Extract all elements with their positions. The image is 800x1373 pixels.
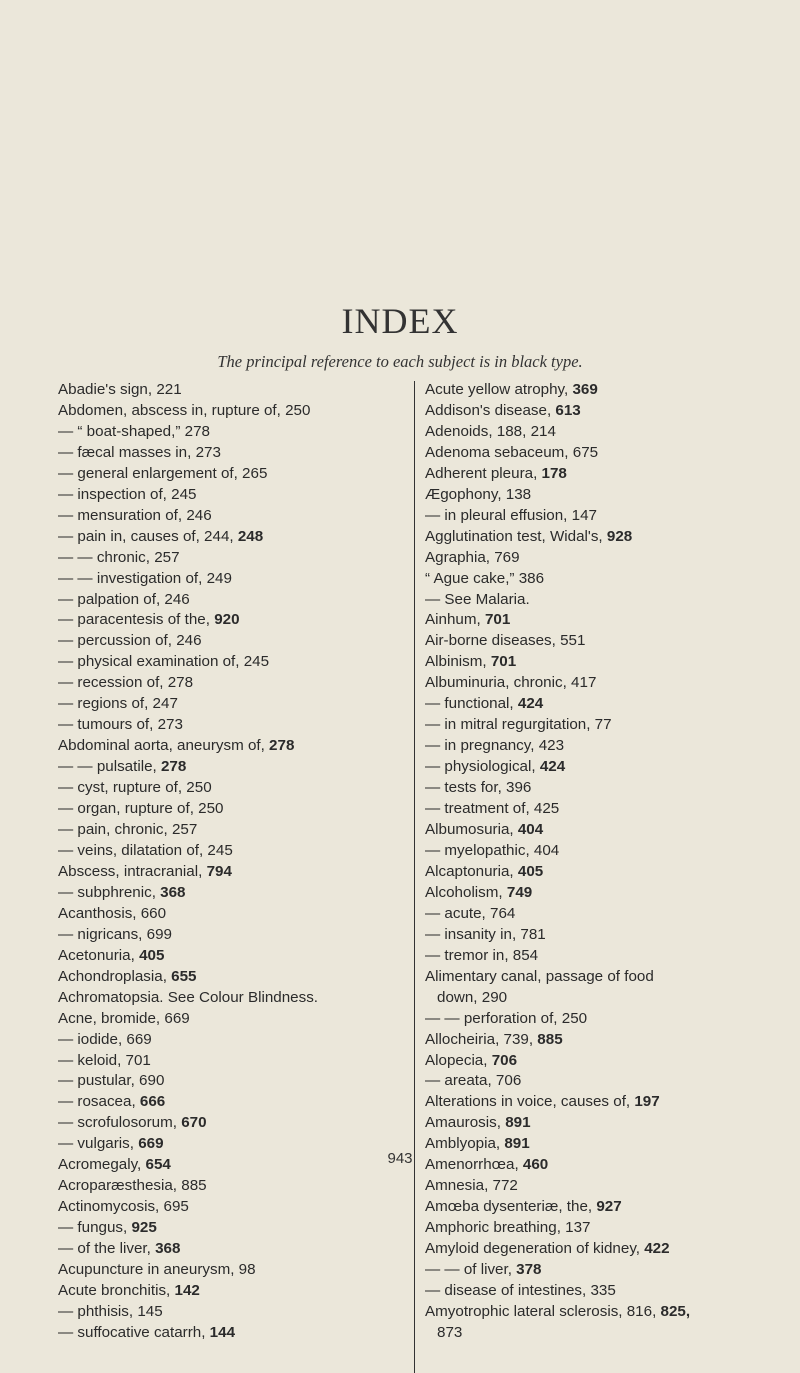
- index-entry: [58, 778, 410, 799]
- entry-text: Addison's disease,: [425, 401, 556, 419]
- entry-text: — tumours of,: [58, 716, 158, 734]
- entry-page-ref: 386: [518, 569, 545, 587]
- entry-page-ref: 378: [516, 1261, 542, 1279]
- index-entry: [58, 422, 410, 443]
- index-entry: [58, 569, 410, 590]
- index-entry: [425, 548, 770, 569]
- entry-text: — paracentesis of the,: [58, 611, 215, 629]
- entry-text: Acanthosis,: [58, 904, 141, 922]
- index-entry: [58, 904, 410, 925]
- index-entry: [58, 946, 410, 967]
- entry-page-ref: 769: [494, 548, 520, 566]
- index-entry: [58, 736, 410, 757]
- entry-text: — iodide,: [58, 1030, 127, 1048]
- entry-page-ref: 690: [139, 1072, 165, 1090]
- index-entry: [425, 485, 770, 506]
- entry-page-ref: 706: [495, 1072, 522, 1090]
- index-entry: [58, 631, 410, 652]
- index-entry: [58, 820, 410, 841]
- entry-page-ref: 368: [155, 1240, 181, 1258]
- index-entry: [425, 736, 770, 757]
- index-entry: [58, 988, 410, 1009]
- entry-text: — in pregnancy,: [425, 737, 539, 755]
- index-entry: [425, 590, 770, 611]
- index-entry: [58, 715, 410, 736]
- entry-page-ref: 250: [285, 401, 311, 419]
- index-entry: [425, 1030, 770, 1051]
- entry-text: Acupuncture in aneurysm,: [58, 1261, 239, 1279]
- index-entry: [58, 1323, 410, 1344]
- index-entry: [58, 1302, 410, 1323]
- entry-page-ref: 273: [157, 716, 183, 734]
- entry-page-ref: 278: [269, 737, 295, 755]
- entry-page-ref: 613: [555, 401, 581, 419]
- index-entry: [58, 799, 410, 820]
- entry-text: — fungus,: [58, 1219, 132, 1237]
- entry-page-ref: 885: [537, 1030, 563, 1048]
- entry-page-ref: 246: [186, 506, 212, 524]
- entry-text: — palpation of,: [58, 590, 165, 608]
- entry-page-ref: 98: [238, 1261, 256, 1279]
- entry-text: Air-borne diseases,: [425, 632, 561, 650]
- entry-text: “ Ague cake,”: [425, 569, 519, 587]
- index-entry: [425, 1302, 770, 1323]
- entry-text: Abdominal aorta, aneurysm of,: [58, 737, 270, 755]
- entry-page-ref: 891: [505, 1114, 531, 1132]
- entry-text: Acetonuria,: [58, 946, 140, 964]
- entry-page-ref: 660: [140, 904, 167, 922]
- entry-text: Actinomycosis,: [58, 1198, 164, 1216]
- entry-text: — rosacea,: [58, 1093, 140, 1111]
- entry-page-ref: 885: [181, 1177, 207, 1195]
- entry-page-ref: 794: [206, 862, 232, 880]
- entry-text: — disease of intestines,: [425, 1281, 591, 1299]
- index-entry: [425, 925, 770, 946]
- entry-page-ref: 273: [195, 443, 221, 461]
- entry-text: — scrofulosorum,: [58, 1114, 182, 1132]
- entry-page-ref: 417: [571, 674, 597, 692]
- entry-text: — recession of,: [58, 674, 168, 692]
- entry-text: — fæcal masses in,: [58, 443, 196, 461]
- entry-text: — phthisis,: [58, 1302, 138, 1320]
- entry-page-ref: 246: [164, 590, 190, 608]
- entry-page-ref: 701: [484, 611, 511, 629]
- entry-page-ref: 422: [644, 1240, 670, 1258]
- index-entry: [58, 527, 410, 548]
- index-entry: [425, 652, 770, 673]
- entry-page-ref: 265: [242, 464, 268, 482]
- entry-page-ref: 425: [533, 800, 560, 818]
- entry-page-ref: 290: [481, 988, 508, 1006]
- entry-page-ref: 891: [504, 1135, 530, 1153]
- entry-page-ref: 669: [164, 1009, 190, 1027]
- entry-page-ref: 423: [538, 737, 565, 755]
- index-entry: [58, 1009, 410, 1030]
- index-entry: [58, 464, 410, 485]
- index-entry: [58, 967, 410, 988]
- entry-page-ref: 257: [154, 548, 180, 566]
- index-entry: [58, 925, 410, 946]
- entry-text: — mensuration of,: [58, 506, 187, 524]
- entry-page-ref: 368: [160, 883, 186, 901]
- index-entry: [58, 590, 410, 611]
- entry-text: — suffocative catarrh,: [58, 1323, 210, 1341]
- index-entry: [425, 1009, 770, 1030]
- entry-page-ref: 927: [596, 1198, 622, 1216]
- entry-text: — See Malaria.: [425, 590, 530, 608]
- entry-page-ref: 248: [237, 527, 264, 545]
- entry-text: Albinism,: [425, 653, 491, 671]
- entry-text: — — of liver,: [425, 1261, 517, 1279]
- entry-text: Amblyopia,: [425, 1135, 505, 1153]
- entry-text: Alimentary canal, passage of food: [425, 967, 654, 985]
- entry-page-ref: 197: [634, 1093, 660, 1111]
- entry-text: Allocheiria, 739,: [425, 1030, 538, 1048]
- entry-text: — pustular,: [58, 1072, 140, 1090]
- entry-text: — — investigation of,: [58, 569, 207, 587]
- index-entry: [425, 443, 770, 464]
- entry-text: Amœba dysenteriæ, the,: [425, 1198, 597, 1216]
- index-entry: [58, 506, 410, 527]
- index-entry: [58, 883, 410, 904]
- entry-page-ref: 396: [506, 779, 532, 797]
- entry-page-ref: 764: [490, 904, 516, 922]
- page-number: 943: [387, 1150, 413, 1167]
- entry-page-ref: 214: [530, 422, 556, 440]
- entry-page-ref: 221: [156, 381, 182, 398]
- entry-page-ref: 246: [176, 632, 202, 650]
- entry-page-ref: 699: [146, 925, 172, 943]
- index-entry: [58, 548, 410, 569]
- index-entry: [425, 883, 770, 904]
- entry-text: — — chronic,: [58, 548, 155, 566]
- entry-page-ref: 701: [490, 653, 517, 671]
- index-entry: [58, 1092, 410, 1113]
- entry-text: Adherent pleura,: [425, 464, 542, 482]
- index-entry: [425, 799, 770, 820]
- index-entry: [425, 820, 770, 841]
- entry-page-ref: 675: [572, 443, 599, 461]
- entry-page-ref: 666: [139, 1093, 166, 1111]
- entry-text: Agraphia,: [425, 548, 495, 566]
- index-entry: [58, 610, 410, 631]
- entry-page-ref: 460: [522, 1156, 549, 1174]
- index-entry: [58, 1239, 410, 1260]
- entry-text: — regions of,: [58, 695, 153, 713]
- entry-text: Amyloid degeneration of kidney,: [425, 1240, 645, 1258]
- index-entry: [425, 631, 770, 652]
- entry-page-ref: 854: [512, 946, 539, 964]
- entry-text: Acne, bromide,: [58, 1009, 165, 1027]
- entry-page-ref: 257: [171, 821, 198, 839]
- entry-page-ref: 278: [184, 422, 210, 440]
- index-entry: [425, 1197, 770, 1218]
- entry-text: Achromatopsia. See Colour Blindness.: [58, 988, 319, 1006]
- entry-page-ref: 147: [571, 506, 597, 524]
- index-entry: [425, 1176, 770, 1197]
- entry-page-ref: 669: [126, 1030, 152, 1048]
- index-entry: [58, 1071, 410, 1092]
- entry-page-ref: 250: [198, 800, 224, 818]
- entry-page-ref: 781: [520, 925, 546, 943]
- index-entry: [58, 1113, 410, 1134]
- page-title: INDEX: [341, 301, 459, 341]
- index-entry: [425, 401, 770, 422]
- page-subtitle: The principal reference to each subject is in black type.: [217, 352, 583, 371]
- entry-page-ref: 144: [209, 1323, 236, 1341]
- index-entry: [425, 715, 770, 736]
- index-entry: [425, 1281, 770, 1302]
- entry-page-ref: 404: [533, 841, 560, 859]
- entry-page-ref: 695: [163, 1198, 189, 1216]
- entry-page-ref: 278: [160, 758, 187, 776]
- entry-text: Amenorrhœa,: [425, 1156, 523, 1174]
- entry-text: Amyotrophic lateral sclerosis, 816,: [425, 1302, 661, 1320]
- entry-text: Albuminuria, chronic,: [425, 674, 572, 692]
- index-entry: [58, 1051, 410, 1072]
- entry-text: — general enlargement of,: [58, 464, 243, 482]
- index-entry: [425, 527, 770, 548]
- index-entry: [58, 1281, 410, 1302]
- entry-text: Ainhum,: [425, 611, 485, 629]
- entry-text: — treatment of,: [425, 800, 534, 818]
- index-entry: [425, 1323, 770, 1344]
- index-entry: [425, 694, 770, 715]
- entry-page-ref: 77: [594, 716, 612, 734]
- entry-page-ref: 405: [139, 946, 165, 964]
- index-entry: [425, 610, 770, 631]
- entry-page-ref: 250: [561, 1009, 588, 1027]
- entry-text: Achondroplasia,: [58, 967, 172, 985]
- index-entry: [425, 757, 770, 778]
- entry-page-ref: 706: [491, 1051, 518, 1069]
- entry-text: Abadie's sign,: [58, 381, 157, 398]
- entry-page-ref: 245: [171, 485, 197, 503]
- entry-page-ref: 335: [590, 1281, 616, 1299]
- entry-page-ref: 749: [506, 883, 533, 901]
- index-entry: [425, 464, 770, 485]
- entry-text: — acute,: [425, 904, 490, 922]
- entry-text: — insanity in,: [425, 925, 521, 943]
- index-entry: [58, 443, 410, 464]
- entry-text: Acute bronchitis,: [58, 1281, 175, 1299]
- entry-text: — myelopathic,: [425, 841, 534, 859]
- index-entry: [58, 841, 410, 862]
- index-entry: [425, 862, 770, 883]
- entry-text: — “ boat-shaped,”: [58, 422, 185, 440]
- entry-text: Acroparæsthesia,: [58, 1177, 182, 1195]
- entry-text: — functional,: [425, 695, 518, 713]
- entry-text: — subphrenic,: [58, 883, 161, 901]
- index-entry: [58, 1260, 410, 1281]
- entry-page-ref: 250: [186, 779, 212, 797]
- entry-page-ref: 424: [517, 695, 544, 713]
- entry-text: — percussion of,: [58, 632, 177, 650]
- index-entry: [58, 380, 410, 401]
- entry-text: Albumosuria,: [425, 821, 518, 839]
- entry-text: Acute yellow atrophy,: [425, 381, 573, 398]
- index-entry: [425, 569, 770, 590]
- entry-text: Ægophony,: [425, 485, 506, 503]
- entry-text: — vulgaris,: [58, 1135, 139, 1153]
- entry-page-ref: 654: [145, 1156, 171, 1174]
- index-entry: [58, 1197, 410, 1218]
- entry-text: — cyst, rupture of,: [58, 779, 187, 797]
- entry-page-ref: 138: [505, 485, 532, 503]
- entry-text: — — pulsatile,: [58, 758, 161, 776]
- entry-text: — pain, chronic,: [58, 821, 172, 839]
- entry-page-ref: 424: [539, 758, 566, 776]
- entry-page-ref: 928: [606, 527, 633, 545]
- index-entry: [425, 1239, 770, 1260]
- entry-text: Amphoric breathing,: [425, 1219, 566, 1237]
- entry-page-ref: 249: [206, 569, 232, 587]
- entry-page-ref: 772: [492, 1177, 518, 1195]
- column-divider: [414, 381, 415, 1373]
- entry-text: — tests for,: [425, 779, 507, 797]
- entry-page-ref: 278: [167, 674, 194, 692]
- entry-text: — organ, rupture of,: [58, 800, 199, 818]
- entry-text: Adenoids, 188,: [425, 422, 531, 440]
- index-entry: [58, 673, 410, 694]
- entry-text: — in pleural effusion,: [425, 506, 572, 524]
- entry-text: — — perforation of,: [425, 1009, 562, 1027]
- index-entry: [425, 506, 770, 527]
- entry-page-ref: 247: [152, 695, 178, 713]
- entry-text: — tremor in,: [425, 946, 513, 964]
- index-entry: [58, 694, 410, 715]
- index-entry: [425, 1051, 770, 1072]
- index-entry: [425, 422, 770, 443]
- entry-page-ref: 825,: [660, 1302, 691, 1320]
- index-entry: [425, 1092, 770, 1113]
- index-entry: [425, 1113, 770, 1134]
- entry-page-ref: 137: [565, 1219, 591, 1237]
- entry-page-ref: 145: [137, 1302, 163, 1320]
- entry-text: Acromegaly,: [58, 1156, 146, 1174]
- entry-page-ref: 925: [131, 1219, 157, 1237]
- entry-text: — physical examination of,: [58, 653, 244, 671]
- entry-text: Amnesia,: [425, 1177, 493, 1195]
- index-entry: [58, 1030, 410, 1051]
- entry-text: Abdomen, abscess in, rupture of,: [58, 401, 286, 419]
- entry-text: — areata,: [425, 1072, 496, 1090]
- entry-page-ref: 178: [541, 464, 567, 482]
- entry-page-ref: 655: [171, 967, 197, 985]
- index-entry: [425, 904, 770, 925]
- entry-page-ref: 404: [517, 821, 544, 839]
- entry-page-ref: 245: [243, 653, 270, 671]
- index-entry: [425, 1260, 770, 1281]
- entry-text: Alcaptonuria,: [425, 862, 518, 880]
- entry-text: Alopecia,: [425, 1051, 492, 1069]
- entry-text: — veins, dilatation of,: [58, 841, 208, 859]
- index-entry: [425, 988, 770, 1009]
- entry-text: — nigricans,: [58, 925, 147, 943]
- entry-text: Agglutination test, Widal's,: [425, 527, 607, 545]
- entry-page-ref: 405: [517, 862, 544, 880]
- right-column: [425, 380, 770, 1344]
- entry-text: Alcoholism,: [425, 883, 507, 901]
- entry-page-ref: 551: [560, 632, 586, 650]
- entry-text: Adenoma sebaceum,: [425, 443, 573, 461]
- index-entry: [425, 967, 770, 988]
- entry-text: — in mitral regurgitation,: [425, 716, 595, 734]
- entry-page-ref: 701: [125, 1051, 151, 1069]
- index-entry: [425, 778, 770, 799]
- entry-page-ref: 369: [572, 381, 598, 398]
- entry-page-ref: 142: [174, 1281, 200, 1299]
- index-entry: [425, 1218, 770, 1239]
- index-entry: [58, 652, 410, 673]
- entry-text: Abscess, intracranial,: [58, 862, 207, 880]
- entry-text: — keloid,: [58, 1051, 126, 1069]
- index-entry: [58, 1218, 410, 1239]
- index-entry: [58, 485, 410, 506]
- entry-text: — pain in, causes of, 244,: [58, 527, 238, 545]
- entry-page-ref: 670: [181, 1114, 207, 1132]
- index-entry: [425, 673, 770, 694]
- left-column: [58, 380, 410, 1344]
- entry-page-ref: 245: [207, 841, 233, 859]
- entry-text: Alterations in voice, causes of,: [425, 1093, 635, 1111]
- entry-text: — of the liver,: [58, 1240, 156, 1258]
- entry-text: 873: [437, 1323, 463, 1341]
- entry-text: Amaurosis,: [425, 1114, 506, 1132]
- index-entry: [58, 862, 410, 883]
- index-entry: [425, 1071, 770, 1092]
- entry-text: — inspection of,: [58, 485, 172, 503]
- index-entry: [425, 841, 770, 862]
- entry-text: down,: [437, 988, 482, 1006]
- entry-text: — physiological,: [425, 758, 540, 776]
- index-entry: [58, 1176, 410, 1197]
- entry-page-ref: 669: [138, 1135, 164, 1153]
- index-entry: [58, 757, 410, 778]
- index-entry: [58, 401, 410, 422]
- index-entry: [425, 946, 770, 967]
- entry-page-ref: 920: [214, 611, 240, 629]
- index-entry: [425, 380, 770, 401]
